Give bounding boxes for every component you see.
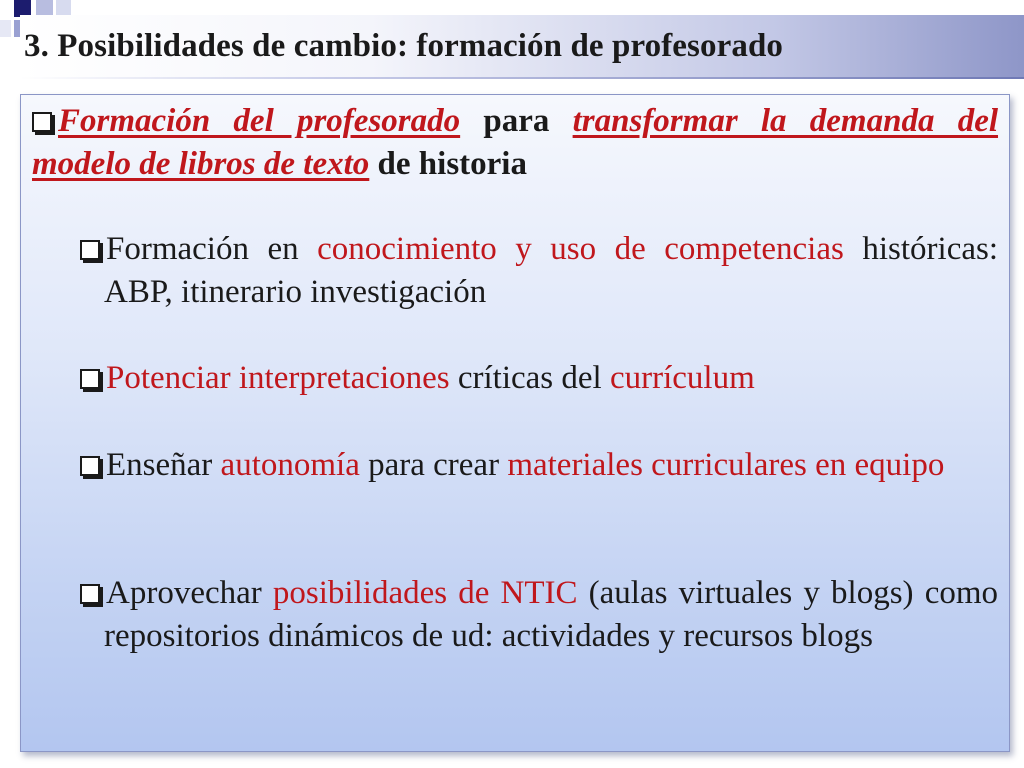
sub-point-1	[80, 228, 998, 314]
sub-point-2-b: críticas del	[457, 360, 602, 396]
sub-point-3-a: Enseñar	[106, 447, 213, 483]
decorative-square	[0, 20, 11, 37]
main-point-part2: para	[483, 103, 550, 139]
sub-point-1-c: históricas: ABP, itinerario investigación	[104, 231, 999, 310]
sub-point-2	[80, 357, 998, 400]
main-point	[32, 100, 998, 186]
sub-point-1-a: Formación en	[106, 231, 299, 267]
sub-point-2-a: Potenciar interpretaciones	[106, 360, 450, 396]
hollow-square-bullet-icon	[80, 240, 100, 260]
main-point-part4: de historia	[377, 146, 527, 182]
sub-point-4-c: (aulas virtuales y blogs) como repositorios dinámicos de ud: actividades y recursos blogs	[104, 575, 999, 654]
sub-point-4	[80, 572, 998, 658]
sub-point-1-b: conocimiento y uso de competencias	[317, 231, 844, 267]
sub-point-3-d: materiales curriculares en equipo	[507, 447, 945, 483]
main-point-part3: transformar la demanda del modelo de libros de texto	[32, 103, 999, 182]
decorative-square	[56, 0, 71, 15]
sub-point-4-a: Aprovechar	[106, 575, 262, 611]
main-point-part1: Formación del profesorado	[58, 103, 461, 139]
hollow-square-bullet-icon	[80, 456, 100, 476]
sub-point-4-b: posibilidades de NTIC	[272, 575, 578, 611]
hollow-square-bullet-icon	[80, 584, 100, 604]
sub-point-2-c: currículum	[609, 360, 755, 396]
title-underline	[20, 77, 1024, 79]
hollow-square-bullet-icon	[80, 369, 100, 389]
sub-point-3-b: autonomía	[220, 447, 360, 483]
sub-point-3	[80, 444, 998, 487]
hollow-square-bullet-icon	[32, 112, 52, 132]
sub-point-3-c: para crear	[368, 447, 500, 483]
slide-title: 3. Posibilidades de cambio: formación de profesorado	[24, 28, 783, 64]
